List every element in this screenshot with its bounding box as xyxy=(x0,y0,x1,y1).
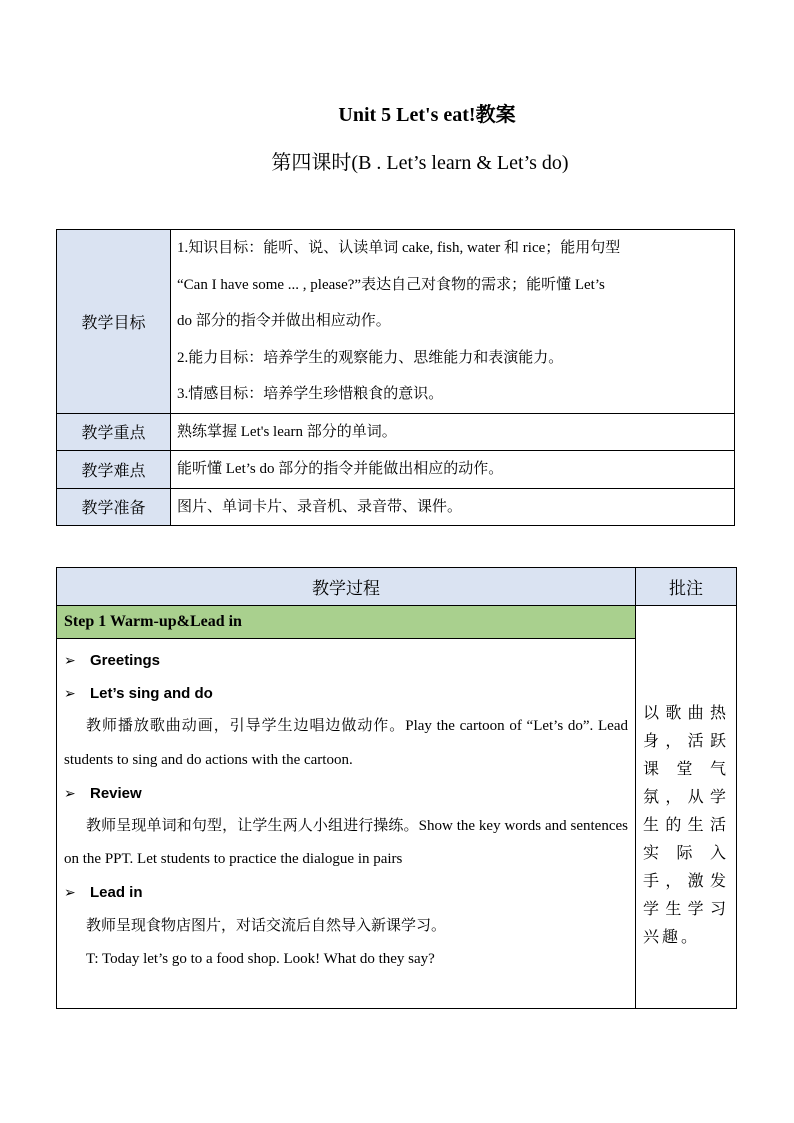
goal-ability-line: 2.能力目标：培养学生的观察能力、思维能力和表演能力。 xyxy=(177,349,564,366)
bullet-sing xyxy=(64,677,628,710)
bullet-review xyxy=(64,777,628,810)
focus-value: 熟练掌握 Let's learn 部分的单词。 xyxy=(171,413,735,451)
bullet-label: Review xyxy=(90,784,142,802)
arrow-bullet-icon: ➢ xyxy=(64,685,76,702)
difficulty-label: 教学难点 xyxy=(57,451,171,489)
arrow-bullet-icon: ➢ xyxy=(64,784,76,801)
focus-label: 教学重点 xyxy=(57,413,171,451)
bullet-label: Let’s sing and do xyxy=(90,685,213,703)
difficulty-value: 能听懂 Let’s do 部分的指令并能做出相应的动作。 xyxy=(171,451,735,489)
step-title: Step 1 Warm-up&Lead in xyxy=(57,606,636,639)
goal-knowledge-line-2: “Can I have some ... , please?”表达自己对食物的需求；能听懂 Let’s xyxy=(177,276,605,293)
goals-row xyxy=(57,230,735,414)
goals-label: 教学目标 xyxy=(57,230,171,414)
notes-header: 批注 xyxy=(636,568,737,606)
lesson-subtitle: 第四课时(B . Let’s learn & Let’s do) xyxy=(271,152,569,174)
step-body-row xyxy=(57,639,737,1009)
difficulty-row xyxy=(57,451,735,489)
prep-value: 图片、单词卡片、录音机、录音带、课件。 xyxy=(171,488,735,526)
document-title: Unit 5 Let's eat!教案 xyxy=(338,104,516,126)
bullet-greetings xyxy=(64,644,628,677)
arrow-bullet-icon: ➢ xyxy=(64,884,76,901)
leadin-paragraph: 教师呈现食物店图片，对话交流后自然导入新课学习。 xyxy=(86,917,447,934)
goal-knowledge-line: 1.知识目标：能听、说、认读单词 cake, fish, water 和 rice；能用句型 xyxy=(177,240,621,256)
review-paragraph: 教师呈现单词和句型，让学生两人小组进行操练。Show the key words and sentences on the PPT. Let students to practice the dialogue in pairs xyxy=(64,818,628,868)
bullet-leadin xyxy=(64,876,628,909)
bullet-label: Greetings xyxy=(90,652,161,669)
bullet-label: Lead in xyxy=(90,884,143,902)
step-body xyxy=(57,639,636,1009)
arrow-bullet-icon: ➢ xyxy=(64,652,76,668)
teaching-process-table xyxy=(56,567,737,1009)
sing-paragraph: 教师播放歌曲动画，引导学生边唱边做动作。Play the cartoon of “Let’s do”. Lead students to sing and do actions with the cartoon. xyxy=(64,718,628,768)
focus-row xyxy=(57,413,735,451)
process-header: 教学过程 xyxy=(57,568,636,606)
step-note: 以歌曲热身，活跃课堂气氛，从学生的生活实际入手，激发学生学习兴趣。 xyxy=(636,606,737,1009)
prep-label: 教学准备 xyxy=(57,488,171,526)
goal-emotion-line: 3.情感目标：培养学生珍惜粮食的意识。 xyxy=(177,386,444,402)
process-header-row xyxy=(57,568,737,606)
leadin-dialogue: T: Today let’s go to a food shop. Look! What do they say? xyxy=(86,950,435,967)
lesson-info-table xyxy=(56,229,735,526)
prep-row xyxy=(57,488,735,526)
step-title-row xyxy=(57,606,737,639)
goal-knowledge-line-3: do 部分的指令并做出相应动作。 xyxy=(177,313,391,329)
goals-value xyxy=(171,230,735,414)
